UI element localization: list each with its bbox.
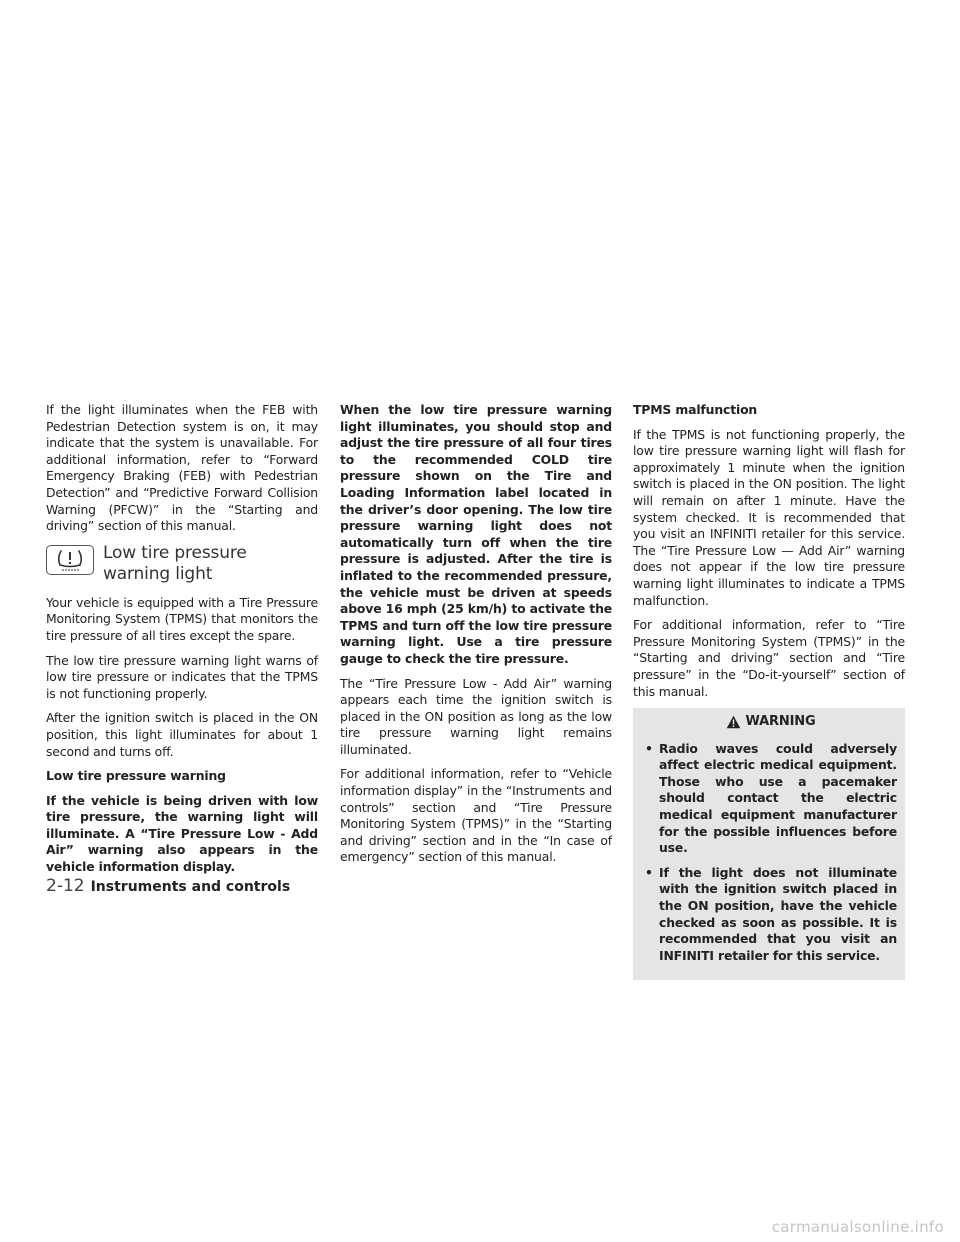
section-title: Low tire pressure warning light (103, 542, 247, 584)
paragraph-adjust-pressure: When the low tire pressure warning light illuminates, you should stop and adjust the tire pressure of all four tires to the recommended COLD tire pressure shown on the Tire and Loading Information label located in the driver’s door opening. The low tire pressure warning light does not automatically turn off when the tire pressure is adjusted. After the tire is inflated to the recommended pressure, the vehicle must be driven at speeds above 16 mph (25 km/h) to activate the TPMS and turn off the low tire pressure warning light. Use a tire pressure gauge to check the tire pressure. (340, 402, 612, 666)
warning-triangle-icon (726, 715, 741, 729)
column-middle (340, 402, 612, 874)
paragraph-tpms-additional-info: For additional information, refer to “Tire Pressure Monitoring System (TPMS)” in the “Starting and driving” section and “Tire pressure” in the “Do-it-yourself” section of this manual. (633, 617, 905, 699)
warning-list (645, 741, 897, 965)
subheading-low-tire-pressure-warning: Low tire pressure warning (46, 768, 226, 784)
bullet: • (645, 740, 653, 756)
paragraph-additional-info: For additional information, refer to “Vehicle information display” in the “Instruments and controls” section and “Tire Pressure Monitoring System (TPMS)” in the “Starting and driving” section and in the “In case of emergency” section of this manual. (340, 766, 612, 865)
paragraph-warning-appears: The “Tire Pressure Low - Add Air” warning appears each time the ignition switch is placed in the ON position as long as the low tire pressure warning light remains illuminated. (340, 675, 612, 757)
warning-title: WARNING (745, 714, 816, 730)
column-left (46, 402, 318, 884)
subheading-tpms-malfunction: TPMS malfunction (633, 402, 758, 417)
paragraph-tpms-equipped: Your vehicle is equipped with a Tire Pressure Monitoring System (TPMS) that monitors the tire pressure of all tires except the spare. (46, 594, 318, 643)
chapter-title: Instruments and controls (90, 879, 291, 895)
warning-item-text: If the light does not illuminate with the ignition switch placed in the ON position, have the vehicle checked as soon as possible. It is recommended that you visit an INFINITI retailer for this service. (659, 864, 897, 963)
page-number: 2-12 (46, 876, 85, 896)
section-heading-low-tire-pressure (46, 543, 318, 585)
warning-item (645, 741, 897, 857)
paragraph-tpms-not-functioning: If the TPMS is not functioning properly, the low tire pressure warning light will flash for approximately 1 minute when the ignition switch is placed in the ON position. The light will remain on after 1 minute. Have the system checked. It is recommended that you visit an INFINITI retailer for this service. The “Tire Pressure Low — Add Air” warning does not appear if the low tire pressure warning light illuminates to indicate a TPMS malfunction. (633, 426, 905, 608)
warning-header (645, 714, 897, 731)
paragraph-driven-low-pressure: If the vehicle is being driven with low tire pressure, the warning light will illuminate. A “Tire Pressure Low - Add Air” warning also appears in the vehicle information display. (46, 792, 318, 875)
tire-pressure-warning-icon (46, 545, 94, 575)
column-right (633, 402, 905, 980)
paragraph-feb-info: If the light illuminates when the FEB with Pedestrian Detection system is on, it may indicate that the system is unavailable. For additional information, refer to “Forward Emergency Braking (FEB) with Pedestrian Detection” and “Predictive Forward Collision Warning (PFCW)” in the “Starting and driving” section of this manual. (46, 402, 318, 534)
warning-item (645, 865, 897, 965)
warning-box (633, 708, 905, 980)
bullet: • (645, 864, 653, 880)
paragraph-ignition-on: After the ignition switch is placed in the ON position, this light illuminates for about 1 second and turns off. (46, 710, 318, 759)
warning-item-text: Radio waves could adversely affect electric medical equipment. Those who use a pacemaker should contact the electric medical equipment manufacturer for the possible influences before use. (659, 740, 897, 856)
tire-pressure-warning-icon-graphic (55, 548, 85, 572)
paragraph-warning-light-warns: The low tire pressure warning light warns of low tire pressure or indicates that the TPMS is not functioning properly. (46, 652, 318, 701)
watermark: carmanualsonline.info (771, 1218, 944, 1236)
page-footer (46, 876, 290, 896)
